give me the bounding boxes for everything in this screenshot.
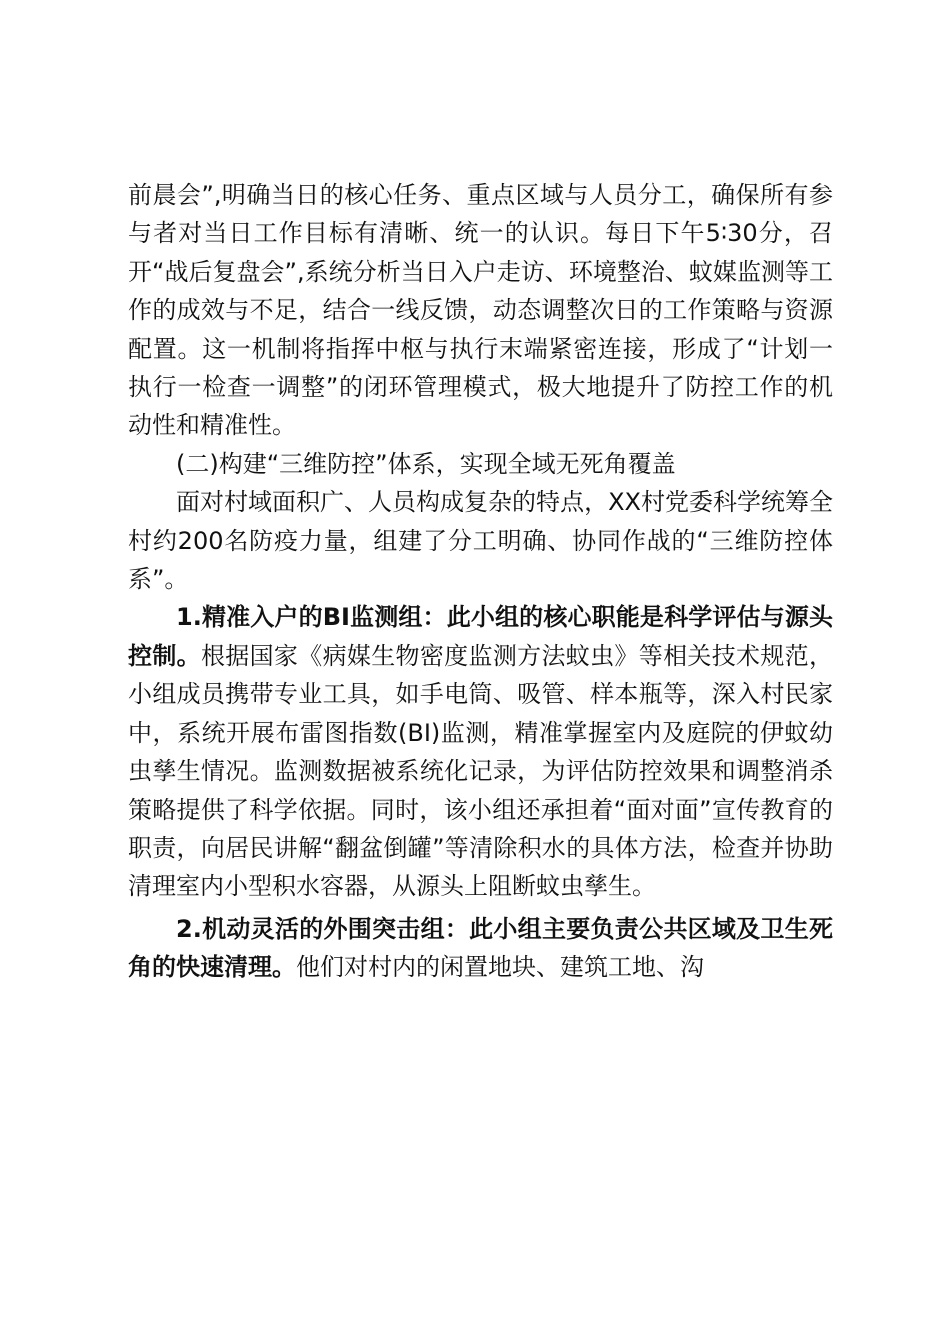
paragraph-text: 根据国家《病媒生物密度监测方法蚊虫》等相关技术规范，小组成员携带专业工具，如手电筒、吸管、样本瓶等，深入村民家中，系统开展布雷图指数(BI)监测，精准掌握室内及庭院的伊蚊幼虫孳生情况。监测数据被系统化记录，为评估防控效果和调整消杀策略提供了科学依据。同时，该小组还承担着“面对面”宣传教育的职责，向居民讲解“翻盆倒罐”等清除积水的具体方法，检查并协助清理室内小型积水容器，从源头上阻断蚊虫孳生。	[128, 641, 834, 901]
paragraph-outer-assault-group	[128, 910, 833, 987]
paragraph-lead: 2.机动灵活的外围突击组：此小组主要负责公共区域及卫生死角的快速清理。	[128, 914, 833, 982]
paragraph-defense-system	[128, 483, 833, 598]
body-text	[128, 176, 833, 987]
paragraph-lead: 1.精准入户的BI监测组：此小组的核心职能是科学评估与源头控制。	[128, 603, 833, 670]
paragraph-morning-meeting	[128, 176, 833, 445]
paragraph-text: 前晨会”,明确当日的核心任务、重点区域与人员分工，确保所有参与者对当日工作目标有清晰、统一的认识。每日下午5∶30分，召开“战后复盘会”,系统分析当日入户走访、环境整治、蚊媒监测等工作的成效与不足，结合一线反馈，动态调整次日的工作策略与资源配置。这一机制将指挥中枢与执行末端紧密连接，形成了“计划一执行一检查一调整”的闭环管理模式，极大地提升了防控工作的机动性和精准性。	[128, 181, 833, 440]
section-heading	[128, 445, 833, 483]
paragraph-bi-monitoring-group	[128, 598, 833, 905]
section-heading-text: (二)构建“三维防控”体系，实现全域无死角覆盖	[176, 449, 676, 478]
paragraph-text: 面对村域面积广、人员构成复杂的特点，XX村党委科学统筹全村约200名防疫力量，组建了分工明确、协同作战的“三维防控体系”。	[128, 488, 833, 594]
paragraph-text: 他们对村内的闲置地块、建筑工地、沟	[296, 953, 704, 982]
